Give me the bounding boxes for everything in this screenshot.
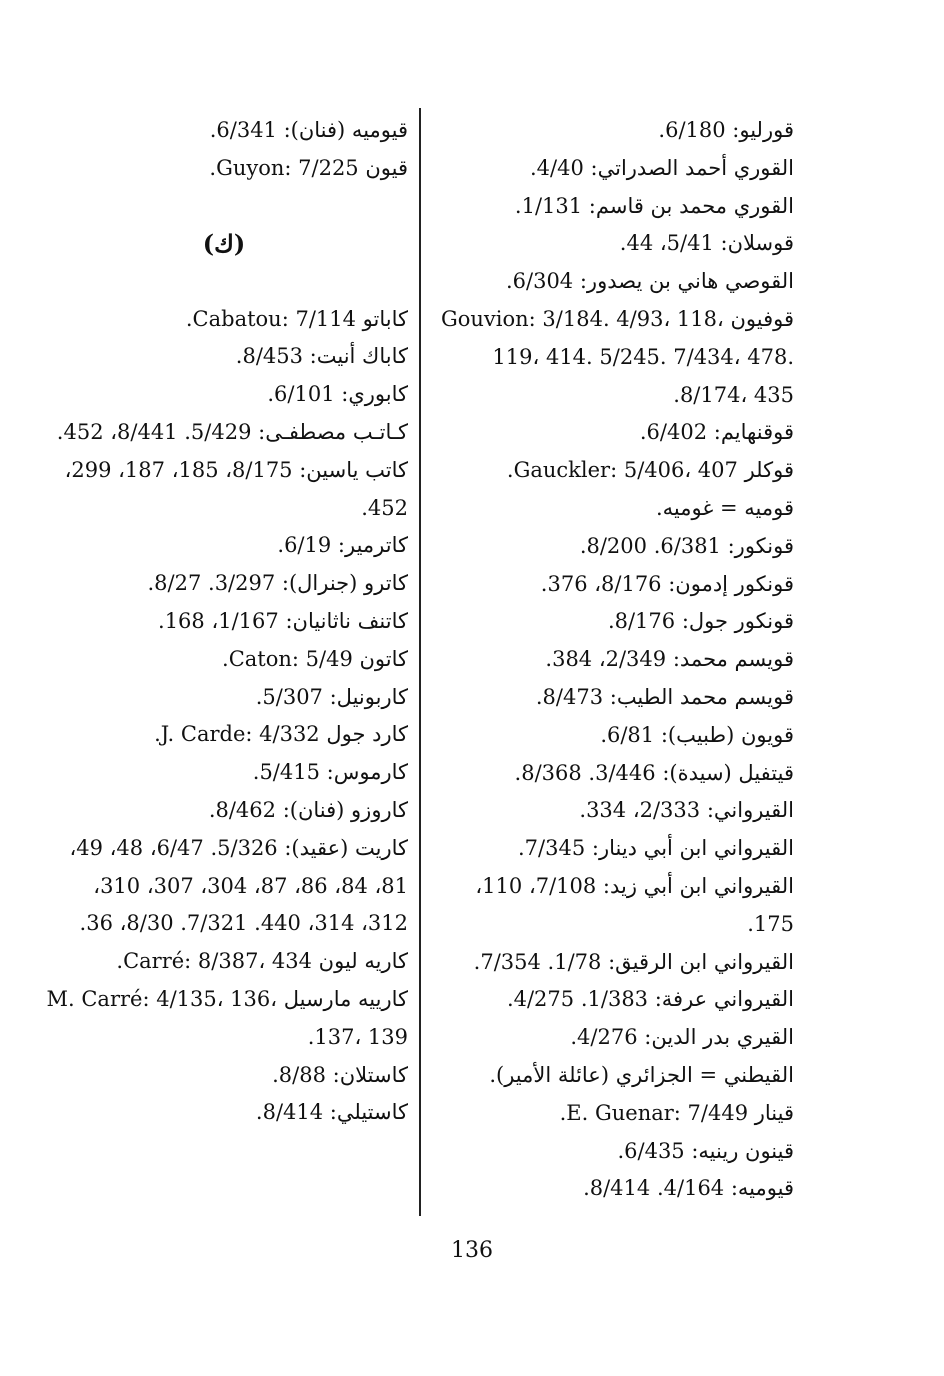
index-entry: القيرواني: 2/333، 334. <box>579 798 794 823</box>
index-entry: القوري محمد بن قاسم: 1/131. <box>514 193 794 218</box>
page-number: 136 <box>451 1238 493 1263</box>
index-entry: القيرواني ابن الرقيق: 1/78. 7/354. <box>473 949 794 974</box>
index-entry: كاتب ياسين: 8/175، 185، 187، 299، 452. <box>64 457 408 520</box>
index-entry: كاباتو Cabatou: 7/114. <box>185 306 408 331</box>
index-entry: قويون (طبيب): 6/81. <box>600 722 794 747</box>
index-entry: كاستيلي: 8/414. <box>255 1100 408 1125</box>
index-column-right <box>432 112 794 1208</box>
index-entry: كـاتـب مصطفـى: 5/429. 8/441، 452. <box>56 419 408 444</box>
index-entry: كابوري: 6/101. <box>267 382 408 407</box>
index-entry: قوسلان: 5/41، 44. <box>619 231 794 256</box>
index-entry: كاربونيل: 5/307. <box>255 684 408 709</box>
index-entry: كاتون Caton: 5/49. <box>222 646 408 671</box>
index-entry: كاترمير: 6/19. <box>277 533 408 558</box>
index-entry: كاستلان: 8/88. <box>272 1062 408 1087</box>
index-entry: القيرواني ابن أبي زيد: 7/108، 110، 175. <box>475 873 794 936</box>
index-entry: قيوميه (فنان): 6/341. <box>209 118 408 142</box>
index-entry: قيون Guyon: 7/225. <box>209 155 408 180</box>
column-divider <box>419 108 421 1216</box>
index-entry: القيطني = الجزائري (عائلة الأمير). <box>489 1062 794 1087</box>
index-entry: قينار E. Guenar: 7/449. <box>559 1100 794 1125</box>
index-entry: قويسم محمد: 2/349، 384. <box>545 647 794 672</box>
index-entry: قيتفيل (سيدة): 3/446. 8/368. <box>514 760 794 785</box>
index-entry: قينون رينيه: 6/435. <box>617 1138 794 1163</box>
index-entry: قيوميه: 4/164. 8/414. <box>583 1176 794 1201</box>
index-entry: كاتنف ناثانيان: 1/167، 168. <box>158 608 408 633</box>
index-entry: قوكلر Gauckler: 5/406، 407. <box>506 458 794 483</box>
index-entry: القيري بدر الدين: 4/276. <box>570 1025 794 1050</box>
index-entry: القوصي هاني بن يصدور: 6/304. <box>505 269 794 294</box>
index-entry: قوفيون Gouvion: 3/184. 4/93، 118، 119، 414. 5/245. 7/434، 478. 8/174، 435. <box>440 306 794 407</box>
index-entry: كاريت (عقيد): 5/326. 6/47، 48، 49، 81، 84، 86، 87، 304، 307، 310، 312، 314، 440. 7/321. 8/30، 36. <box>69 835 408 936</box>
index-entry: كارموس: 5/415. <box>252 760 408 785</box>
index-entry: قونكور إدمون: 8/176، 376. <box>540 571 794 596</box>
index-entry: قوميه = غوميه. <box>655 495 794 520</box>
index-entry: القوري أحمد الصدراتي: 4/40. <box>529 155 794 180</box>
index-entry: كاروزو (فنان): 8/462. <box>208 797 408 822</box>
index-entry: كاترو (جنرال): 3/297. 8/27. <box>147 571 408 596</box>
index-entry: القيرواني ابن أبي دينار: 7/345. <box>517 836 794 861</box>
index-entry: كاباك أنيت: 8/453. <box>235 344 408 369</box>
index-entry: قوقنهايم: 6/402. <box>639 420 794 445</box>
index-entry: قويسم محمد الطيب: 8/473. <box>535 684 794 709</box>
section-letter-heading: (ك) <box>202 229 246 259</box>
index-column-left <box>40 112 408 1132</box>
index-entry: كارد جول J. Carde: 4/332. <box>154 722 408 747</box>
index-entry: قونكور جول: 8/176. <box>607 609 794 634</box>
index-entry: كارييه مارسيل M. Carré: 4/135، 136، 137، 139. <box>46 986 408 1049</box>
index-entry: القيرواني عرفة: 1/383. 4/275. <box>506 987 794 1012</box>
index-entry: كاريه ليون Carré: 8/387، 434. <box>116 949 408 974</box>
index-entry: قونكور: 6/381. 8/200. <box>579 533 794 558</box>
index-entry: قورليو: 6/180. <box>658 118 794 142</box>
